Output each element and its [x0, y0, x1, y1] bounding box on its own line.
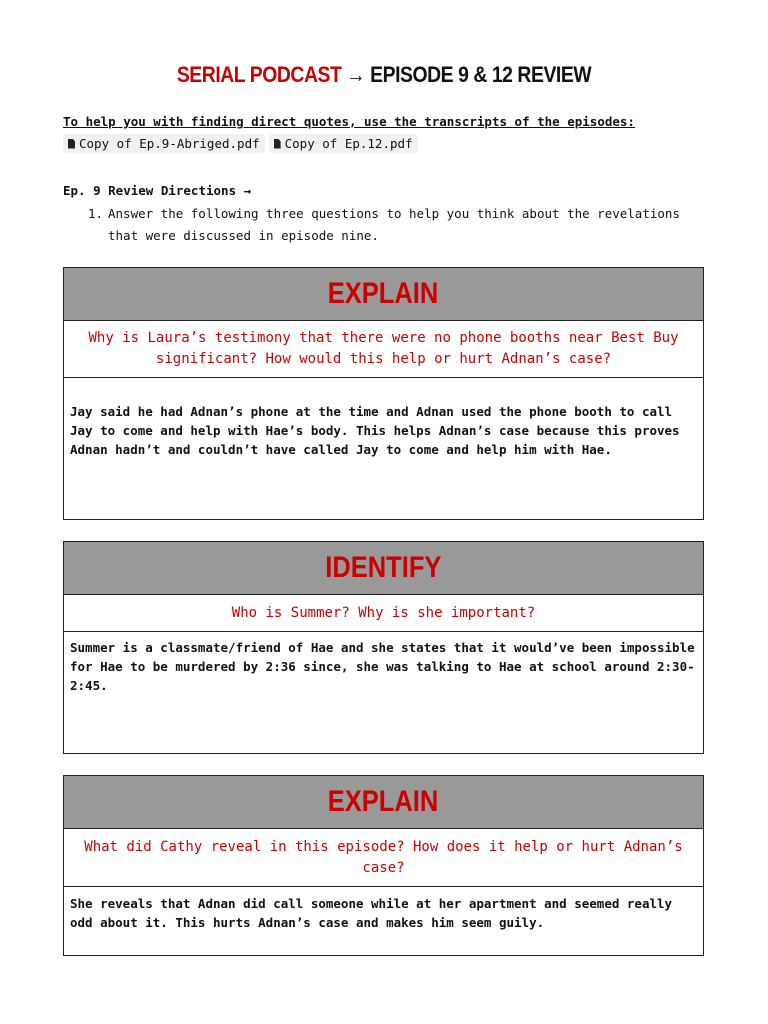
card-question: Who is Summer? Why is she important? — [64, 595, 703, 632]
file-icon — [68, 139, 75, 149]
card-answer[interactable]: Summer is a classmate/friend of Hae and she states that it would’ve been impossible for Hae to be murdered by 2:36 since, she was talking to Hae at school around 2:30-2:45. — [70, 640, 695, 693]
title-series: SERIAL PODCAST — [176, 62, 342, 87]
question-card-explain-laura — [63, 267, 704, 520]
file-chip-ep9[interactable] — [63, 134, 265, 153]
file-icon — [274, 139, 281, 149]
file-chip-label: Copy of Ep.9-Abriged.pdf — [79, 136, 260, 151]
card-question: Why is Laura’s testimony that there were no phone booths near Best Buy significant? How would this help or hurt Adnan’s case? — [64, 321, 703, 378]
title-arrow: → — [346, 62, 366, 87]
list-item-text: Answer the following three questions to help you think about the revelations that were discussed in episode nine. — [108, 206, 680, 243]
card-heading: EXPLAIN — [64, 268, 703, 321]
list-item-number: 1. — [88, 206, 104, 221]
directions-list — [88, 203, 698, 247]
intro-text: To help you with finding direct quotes, use the transcripts of the episodes: — [63, 114, 635, 129]
card-answer[interactable]: Jay said he had Adnan’s phone at the time and Adnan used the phone booth to call Jay to come and help with Hae’s body. This helps Adnan’s case because this proves Adnan hadn’t and couldn’t have called Jay to come and help him with Hae. — [70, 404, 680, 457]
file-chips — [63, 134, 418, 153]
file-chip-ep12[interactable] — [269, 134, 418, 153]
directions-heading: Ep. 9 Review Directions → — [63, 183, 252, 198]
title-episode: EPISODE 9 & 12 REVIEW — [370, 62, 592, 87]
question-card-explain-cathy — [63, 775, 704, 956]
page-title — [46, 62, 722, 88]
card-question: What did Cathy reveal in this episode? How does it help or hurt Adnan’s case? — [64, 829, 703, 887]
list-item — [88, 203, 698, 247]
file-chip-label: Copy of Ep.12.pdf — [284, 136, 413, 151]
card-heading: EXPLAIN — [64, 776, 703, 829]
card-answer[interactable]: She reveals that Adnan did call someone while at her apartment and seemed really odd about it. This hurts Adnan’s case and makes him seem guily. — [70, 896, 673, 930]
card-heading: IDENTIFY — [64, 542, 703, 595]
question-card-identify-summer — [63, 541, 704, 754]
